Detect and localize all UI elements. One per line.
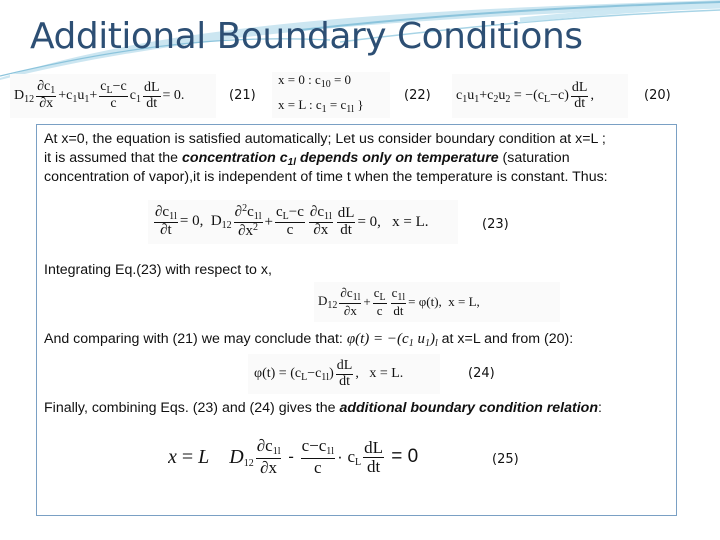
- paragraph-3: And comparing with (21) we may conclude that: $\varphi(t) = -(c_1$ $u_1)_l$ at x=L and from (20):: [44, 331, 574, 349]
- equation-25-label: (25): [492, 452, 519, 467]
- equation-21-label: (21): [229, 88, 256, 103]
- equation-20-image: $c_1u_1+c_2u_2 = -(c_L-c)$ $\frac{dL}{dt}$ ,: [452, 74, 628, 118]
- equation-22-label: (22): [404, 88, 431, 103]
- equation-25: x = L $D_{12}$ $\frac{\partial c_{1l}}{\partial x}$ - $\frac{c-c_{1l}}{c}$ · $c_L$ $\frac{dL}{dt}$ = 0: [168, 434, 468, 480]
- equation-20-label: (20): [644, 88, 671, 103]
- equation-23-label: (23): [482, 217, 509, 232]
- paragraph-4: Finally, combining Eqs. (23) and (24) gives the additional boundary condition relation:: [44, 400, 602, 416]
- equation-23-image: $\frac{\partial c_{1l}}{\partial t}$ = 0, $D_{12}$ $\frac{\partial^2c_{1l}}{\partial x^2}$ + $\frac{c_L-c}{c}$ $\frac{\partial c_{1l}}{\partial x}$ $\frac{dL}{dt}$ = 0, x = L.: [148, 200, 458, 244]
- paragraph-1-line-3: concentration of vapor),it is independent of time t when the temperature is constant. Thus:: [44, 169, 608, 185]
- page-title: Additional Boundary Conditions: [30, 16, 583, 57]
- integrated-equation-image: $D_{12}$ $\frac{\partial c_{1l}}{\partial x}$ + $\frac{c_L}{c}$ $\frac{c_{1l}}{dt}$ = φ(t), x = L,: [314, 282, 560, 322]
- equation-24-image: $\varphi(t) = (c_L-c_{1l})$ $\frac{dL}{dt}$ , x = L.: [248, 354, 440, 394]
- equation-24-label: (24): [468, 366, 495, 381]
- paragraph-1-line-1: At x=0, the equation is satisfied automatically; Let us consider boundary condition at x=L ;: [44, 131, 606, 147]
- paragraph-2: Integrating Eq.(23) with respect to x,: [44, 262, 272, 278]
- equation-22-image: x = 0 : $c_{10} = 0$ x = L : $c_1 = c_{1l}$ }: [272, 72, 390, 118]
- equation-21-image: $D_{12}$ $\frac{\partial c_1}{\partial x}$ $+c_1u_1+$ $\frac{c_L-c}{c}$ $c_1$ $\frac{dL}{dt}$ = 0.: [10, 74, 216, 118]
- paragraph-1-line-2: it is assumed that the concentration $c_{1l}$ depends only on temperature (saturation: [44, 150, 570, 168]
